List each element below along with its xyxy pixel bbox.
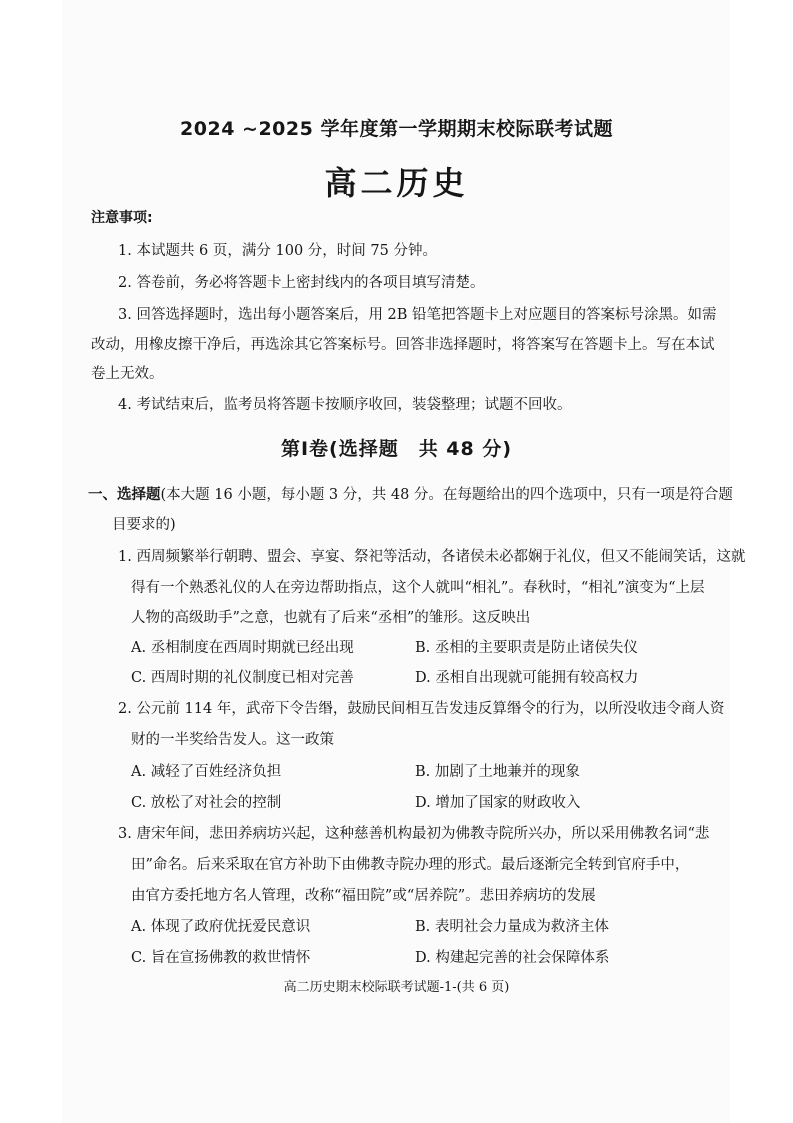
part-one-intro bbox=[88, 483, 733, 504]
q1-option-b: B. 丞相的主要职责是防止诸侯失仪 bbox=[415, 640, 638, 656]
q3-option-b: B. 表明社会力量成为救济主体 bbox=[415, 919, 609, 935]
q1-option-a: A. 丞相制度在西周时期就已经出现 bbox=[131, 640, 354, 656]
part-one-intro-line-2: 目要求的) bbox=[112, 517, 176, 533]
part-one-label: 一、选择题 bbox=[88, 487, 161, 503]
q3-option-c: C. 旨在宣扬佛教的救世情怀 bbox=[131, 950, 311, 966]
q2-stem-line-2: 财的一半奖给告发人。这一政策 bbox=[131, 732, 334, 748]
note-3-line-3: 卷上无效。 bbox=[91, 366, 164, 382]
note-1: 1. 本试题共 6 页，满分 100 分，时间 75 分钟。 bbox=[118, 243, 437, 259]
part-one-intro-text: (本大题 16 小题，每小题 3 分，共 48 分。在每题给出的四个选项中，只有一项是符合题 bbox=[160, 487, 733, 503]
q2-stem-line-1: 2. 公元前 114 年，武帝下令告缗，鼓励民间相互告发违反算缗令的行为，以所没收违令商人资 bbox=[118, 701, 725, 717]
q2-option-a: A. 减轻了百姓经济负担 bbox=[131, 764, 282, 780]
q1-stem-line-3: 人物的高级助手”之意，也就有了后来“丞相”的雏形。这反映出 bbox=[131, 610, 531, 626]
section-title: 第Ⅰ卷(选择题 共 48 分) bbox=[280, 438, 513, 460]
note-2: 2. 答卷前，务必将答题卡上密封线内的各项目填写清楚。 bbox=[118, 275, 485, 291]
notes-heading: 注意事项: bbox=[91, 210, 153, 226]
q3-stem-line-3: 由官方委托地方名人管理，改称“福田院”或“居养院”。悲田养病坊的发展 bbox=[131, 888, 596, 904]
q1-option-d: D. 丞相自出现就可能拥有较高权力 bbox=[415, 670, 639, 686]
note-4: 4. 考试结束后，监考员将答题卡按顺序收回，装袋整理；试题不回收。 bbox=[118, 397, 572, 413]
q2-option-b: B. 加剧了土地兼并的现象 bbox=[415, 764, 580, 780]
note-3-line-2: 改动，用橡皮擦干净后，再选涂其它答案标号。回答非选择题时，将答案写在答题卡上。写在本试 bbox=[91, 337, 715, 353]
q2-option-c: C. 放松了对社会的控制 bbox=[131, 795, 282, 811]
q2-option-d: D. 增加了国家的财政收入 bbox=[415, 795, 581, 811]
subject-title: 高二历史 bbox=[324, 164, 469, 202]
q3-option-d: D. 构建起完善的社会保障体系 bbox=[415, 950, 610, 966]
q1-stem-line-1: 1. 西周频繁举行朝聘、盟会、享宴、祭祀等活动，各诸侯未必都娴于礼仪，但又不能闹笑话，这就 bbox=[118, 549, 746, 565]
q1-option-c: C. 西周时期的礼仪制度已相对完善 bbox=[131, 670, 354, 686]
q3-option-a: A. 体现了政府优抚爱民意识 bbox=[131, 919, 311, 935]
exam-title: 2024 ~2025 学年度第一学期期末校际联考试题 bbox=[180, 118, 613, 140]
note-3-line-1: 3. 回答选择题时，选出每小题答案后，用 2B 铅笔把答题卡上对应题目的答案标号涂黑。如需 bbox=[118, 307, 717, 323]
q1-stem-line-2: 得有一个熟悉礼仪的人在旁边帮助指点，这个人就叫“相礼”。春秋时，“相礼”演变为“上层 bbox=[131, 580, 705, 596]
q3-stem-line-1: 3. 唐宋年间，悲田养病坊兴起，这种慈善机构最初为佛教寺院所兴办，所以采用佛教名词“悲 bbox=[118, 826, 710, 842]
q3-stem-line-2: 田”命名。后来采取在官方补助下由佛教寺院办理的形式。最后逐渐完全转到官府手中， bbox=[131, 857, 690, 873]
page-footer: 高二历史期末校际联考试题-1-(共 6 页) bbox=[283, 980, 510, 995]
